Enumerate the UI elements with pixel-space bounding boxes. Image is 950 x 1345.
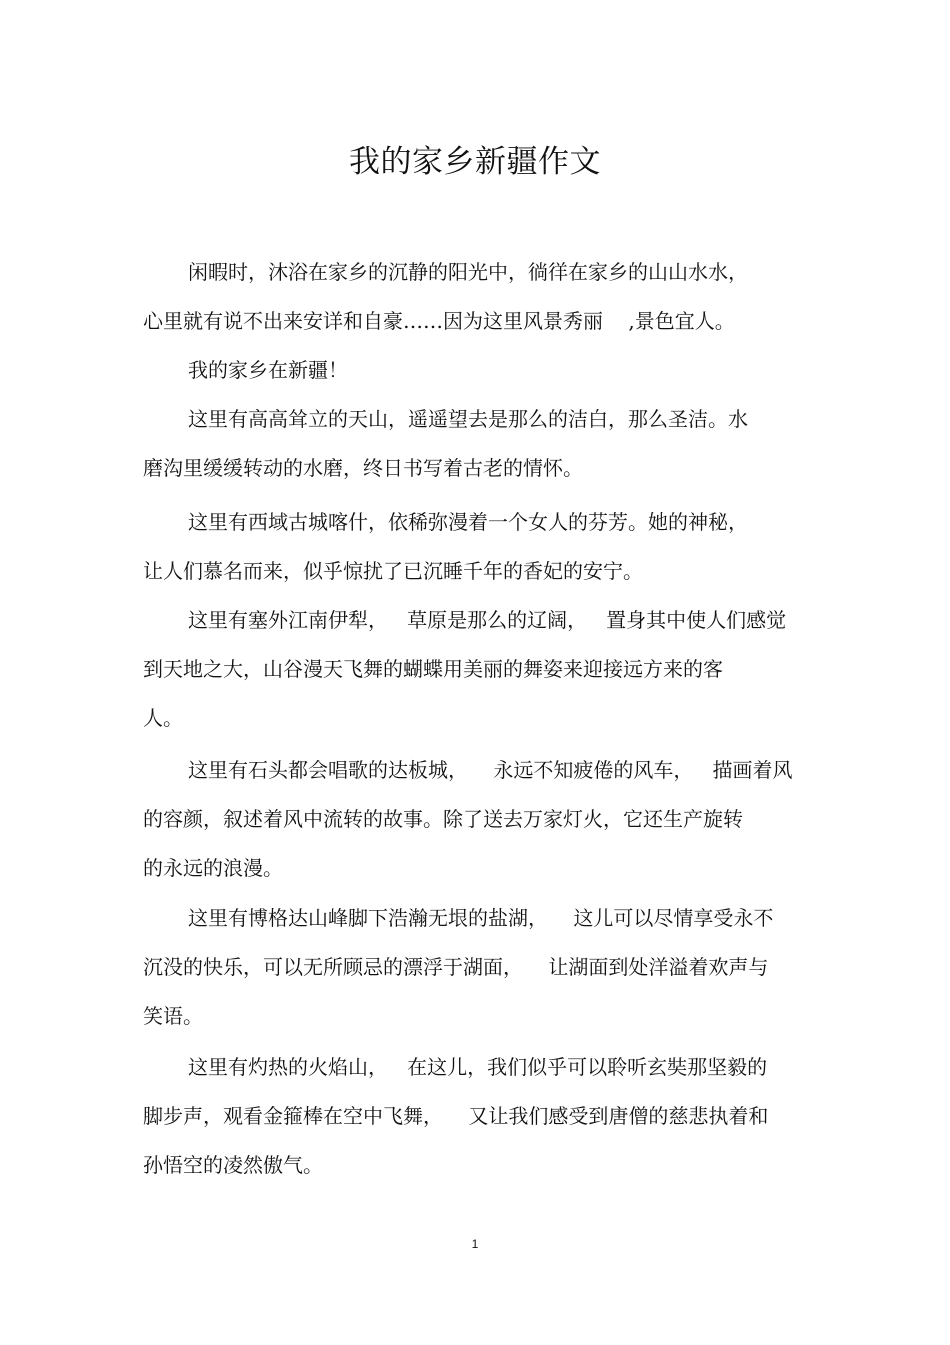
paragraph-line: 人。 <box>143 706 183 730</box>
paragraph-line: 这里有博格达山峰脚下浩瀚无垠的盐湖， 这儿可以尽情享受永不 <box>188 906 774 930</box>
paragraph-line: 这里有西域古城喀什，依稀弥漫着一个女人的芬芳。她的神秘， <box>188 510 748 534</box>
paragraph-line: 这里有高高耸立的天山，遥遥望去是那么的洁白，那么圣洁。水 <box>188 407 748 431</box>
paragraph-line: 我的家乡在新疆！ <box>188 358 348 382</box>
paragraph-line: 脚步声，观看金箍棒在空中飞舞， 又让我们感受到唐僧的慈悲执着和 <box>143 1104 769 1128</box>
paragraph-line: 到天地之大，山谷漫天飞舞的蝴蝶用美丽的舞姿来迎接远方来的客 <box>143 657 723 681</box>
paragraph-line: 笑语。 <box>143 1004 203 1028</box>
paragraph-line: 心里就有说不出来安详和自豪……因为这里风景秀丽 ,景色宜人。 <box>143 309 735 333</box>
paragraph-line: 这里有灼热的火焰山， 在这儿，我们似乎可以聆听玄奘那坚毅的 <box>188 1055 768 1079</box>
paragraph-line: 的永远的浪漫。 <box>143 856 283 880</box>
paragraph-line: 闲暇时，沐浴在家乡的沉静的阳光中，徜徉在家乡的山山水水， <box>188 260 748 284</box>
paragraph-line: 孙悟空的凌然傲气。 <box>143 1153 323 1177</box>
paragraph-line: 这里有塞外江南伊犁， 草原是那么的辽阔， 置身其中使人们感觉 <box>188 608 787 632</box>
paragraph-line: 的容颜，叙述着风中流转的故事。除了送去万家灯火，它还生产旋转 <box>143 807 743 831</box>
paragraph-line: 沉没的快乐，可以无所顾忌的漂浮于湖面， 让湖面到处洋溢着欢声与 <box>143 955 769 979</box>
paragraph-line: 磨沟里缓缓转动的水磨，终日书写着古老的情怀。 <box>143 456 583 480</box>
paragraph-line: 让人们慕名而来，似乎惊扰了已沉睡千年的香妃的安宁。 <box>143 559 643 583</box>
paragraph-line: 这里有石头都会唱歌的达板城， 永远不知疲倦的风车， 描画着风 <box>188 758 793 782</box>
page-number: 1 <box>471 1237 479 1251</box>
document-title: 我的家乡新疆作文 <box>349 144 601 180</box>
